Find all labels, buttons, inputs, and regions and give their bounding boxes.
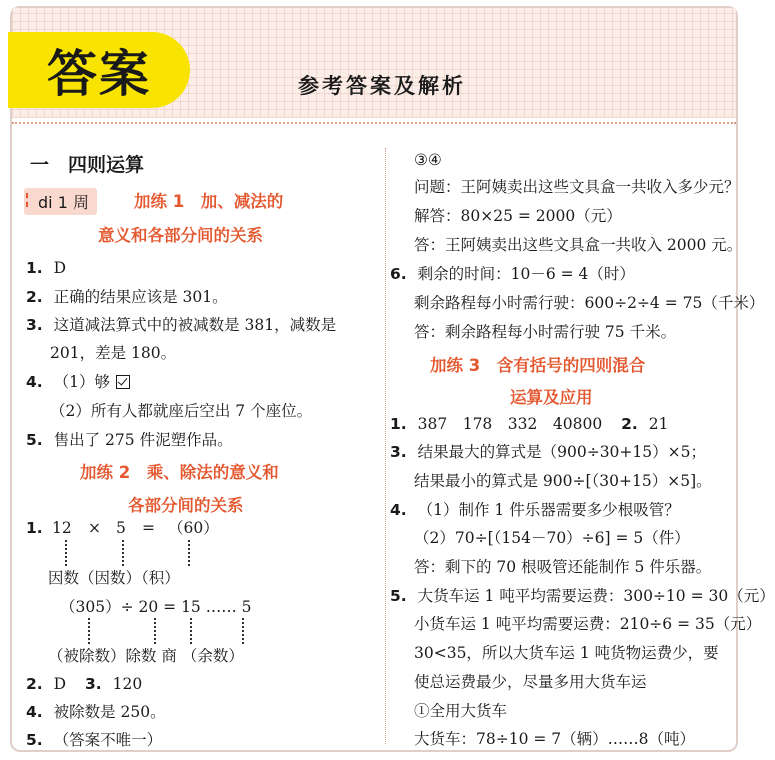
section-title: 一 四则运算 <box>30 154 145 176</box>
eq-factor-2: 5 <box>116 519 126 537</box>
item-text: D <box>53 259 67 277</box>
item-number: 3. <box>85 675 102 693</box>
diagram-eq2: （305）÷ 20 = 15 …… 5 <box>60 598 252 616</box>
left-item-2 <box>26 287 228 307</box>
left-item-3-cont: 201，差是 180。 <box>50 344 177 362</box>
item-number: 1. <box>26 259 43 277</box>
right-line: 结果最小的算式是 900÷[（30+15）×5]。 <box>414 472 712 490</box>
eq-equals: = <box>142 519 155 537</box>
right-line: （2）70÷[（154－70）÷6] = 5（件） <box>414 529 690 547</box>
item-text: 387 178 332 40800 <box>417 415 603 433</box>
answer-badge: 答案 <box>8 32 190 108</box>
exercise-3-title-b: 运算及应用 <box>510 388 593 407</box>
item-number: 5. <box>26 731 43 749</box>
item-number: 3. <box>26 316 43 334</box>
item-text: 这道减法算式中的被减数是 381，减数是 <box>53 316 337 334</box>
item-number: 3. <box>390 443 407 461</box>
right-line: 答：剩下的 70 根吸管还能制作 5 件乐器。 <box>414 558 712 576</box>
item-text: 结果最大的算式是（900÷30+15）×5； <box>417 443 706 461</box>
dotted-connector <box>122 540 124 566</box>
item-text: （答案不唯一） <box>53 731 163 749</box>
item-text: （1）够 <box>53 373 110 391</box>
left-item-3 <box>26 315 336 335</box>
left-item-4b <box>26 702 166 722</box>
left-item-2b <box>26 674 142 694</box>
item-text: 被除数是 250。 <box>53 703 166 721</box>
item-number: 5. <box>390 587 407 605</box>
item-number: 4. <box>390 501 407 519</box>
header-title: 参考答案及解析 <box>298 74 466 98</box>
item-number: 2. <box>621 415 638 433</box>
right-line: ①全用大货车 <box>414 702 508 720</box>
dotted-connector <box>65 540 67 566</box>
item-number: 5. <box>26 431 43 449</box>
item-number: 1. <box>390 415 407 433</box>
item-text: 剩余的时间：10－6 = 4（时） <box>417 265 635 283</box>
eq-times: × <box>88 519 101 537</box>
item-number: 1. <box>26 519 43 537</box>
right-line: 答：剩余路程每小时需行驶 75 千米。 <box>414 323 677 341</box>
diagram-names1: 因数（因数）（积） <box>48 569 180 587</box>
item-text: 21 <box>648 415 669 433</box>
right-line: 剩余路程每小时需行驶：600÷2÷4 = 75（千米） <box>414 294 765 312</box>
dotted-connector <box>242 618 244 644</box>
item-number: 4. <box>26 373 43 391</box>
item-text: 正确的结果应该是 301。 <box>53 288 228 306</box>
exercise-2-title-b: 各部分间的关系 <box>128 496 244 515</box>
right-line: 30<35，所以大货车运 1 吨货物运费少，要 <box>414 644 719 662</box>
left-item-4-2: （2）所有人都就座后空出 7 个座位。 <box>50 402 313 420</box>
left-item-1 <box>26 258 66 278</box>
week-text: di 1 周 <box>38 193 89 212</box>
right-item-4 <box>390 500 680 520</box>
right-line: 问题：王阿姨卖出这些文具盒一共收入多少元？ <box>414 178 740 196</box>
left-item-4 <box>26 372 130 392</box>
right-line: 答：王阿姨卖出这些文具盒一共收入 2000 元。 <box>414 236 743 254</box>
dotted-connector <box>88 618 90 644</box>
left-item-5b <box>26 730 162 750</box>
right-item-3 <box>390 442 706 462</box>
item-number: 2. <box>26 288 43 306</box>
diagram-names2: （被除数）除数 商 （余数） <box>48 647 244 665</box>
item-text: 大货车运 1 吨平均需要运费：300÷10 = 30（元） <box>417 587 775 605</box>
exercise-1-title-b: 意义和各部分间的关系 <box>98 226 263 245</box>
week-label <box>24 188 97 215</box>
dotted-connector <box>154 618 156 644</box>
exercise-2-title-a: 加练 2 乘、除法的意义和 <box>80 463 279 482</box>
right-line: 解答：80×25 = 2000（元） <box>414 207 622 225</box>
item-number: 4. <box>26 703 43 721</box>
exercise-3-title-a: 加练 3 含有括号的四则混合 <box>430 356 646 375</box>
eq-factor-1: 12 <box>52 519 72 537</box>
dotted-connector <box>188 540 190 566</box>
left-item-5 <box>26 430 233 450</box>
right-item-5 <box>390 586 775 606</box>
item-text: 120 <box>112 675 143 693</box>
checkbox-checked-icon <box>116 375 130 389</box>
item-text: （1）制作 1 件乐器需要多少根吸管？ <box>417 501 680 519</box>
right-item-6 <box>390 264 635 284</box>
header-divider <box>12 122 736 124</box>
right-line: 小货车运 1 吨平均需要运费：210÷6 = 35（元） <box>414 615 762 633</box>
right-line: 大货车：78÷10 = 7（辆）……8（吨） <box>414 730 695 748</box>
item-text: 售出了 275 件泥塑作品。 <box>53 431 233 449</box>
right-item-1-2 <box>390 414 668 434</box>
eq-product: （60） <box>168 519 219 537</box>
diagram-eq1 <box>26 518 219 538</box>
item-text: D <box>53 675 67 693</box>
right-line: 使总运费最少，尽量多用大货车运 <box>414 673 647 691</box>
dotted-connector <box>190 618 192 644</box>
right-line: ③④ <box>414 151 442 169</box>
item-number: 6. <box>390 265 407 283</box>
item-number: 2. <box>26 675 43 693</box>
week-marker-icon <box>26 193 32 207</box>
answer-page <box>10 6 775 752</box>
column-divider <box>385 148 386 744</box>
exercise-1-title-a: 加练 1 加、减法的 <box>134 192 284 211</box>
